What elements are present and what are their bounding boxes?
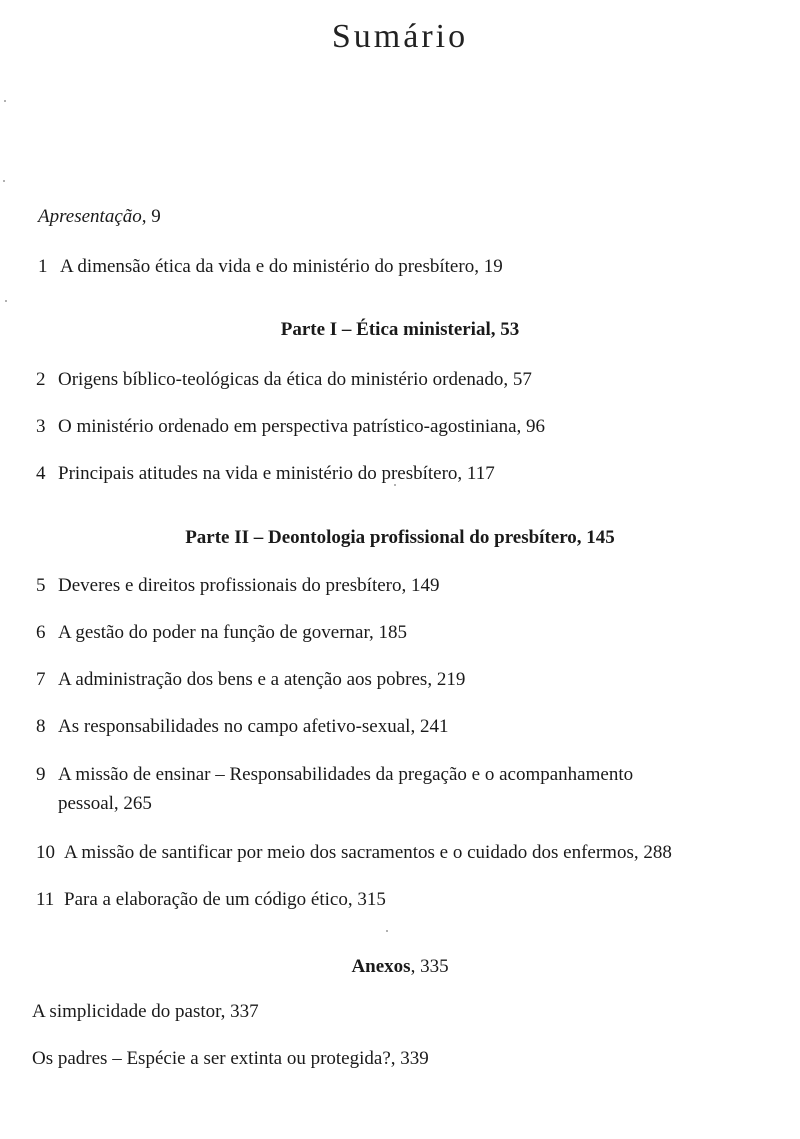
annexes-label: Anexos <box>351 956 411 977</box>
intro-page: 9 <box>151 206 161 227</box>
chapter-title: Principais atitudes na vida e ministério do presbítero, 117 <box>58 463 495 484</box>
toc-entry-chapter-9-continuation: pessoal, 265 <box>58 793 152 814</box>
chapter-number: 5 <box>36 575 46 596</box>
toc-entry-chapter-3 <box>36 416 545 438</box>
chapter-title: A gestão do poder na função de governar, 185 <box>58 622 408 643</box>
toc-entry-intro <box>38 206 161 228</box>
chapter-number: 4 <box>36 463 46 484</box>
toc-entry-chapter-8 <box>36 716 448 738</box>
chapter-title: O ministério ordenado em perspectiva patrístico-agostiniana, 96 <box>58 416 545 437</box>
part-1-heading: Parte I – Ética ministerial, 53 <box>280 319 520 340</box>
scan-speck <box>394 484 396 486</box>
scan-speck <box>4 100 6 102</box>
chapter-title: A administração dos bens e a atenção aos pobres, 219 <box>58 669 466 690</box>
toc-entry-chapter-6 <box>36 622 407 644</box>
toc-entry-chapter-1 <box>38 256 503 278</box>
chapter-number: 11 <box>36 889 55 910</box>
annexes-page: 335 <box>420 956 449 977</box>
intro-label: Apresentação <box>38 206 142 227</box>
chapter-title: Deveres e direitos profissionais do presbítero, 149 <box>58 575 440 596</box>
annexes-heading <box>0 956 800 978</box>
toc-entry-chapter-5 <box>36 575 440 597</box>
toc-entry-chapter-2 <box>36 369 532 391</box>
chapter-number: 3 <box>36 416 46 437</box>
chapter-title: Origens bíblico-teológicas da ética do ministério ordenado, 57 <box>58 369 532 390</box>
intro-separator: , <box>141 206 152 227</box>
toc-entry-chapter-11 <box>36 889 386 911</box>
part-2-heading: Parte II – Deontologia profissional do presbítero, 145 <box>185 527 615 548</box>
toc-entry-chapter-10 <box>36 842 672 864</box>
page-title: Sumário <box>331 18 469 55</box>
chapter-title: Para a elaboração de um código ético, 315 <box>64 889 386 910</box>
chapter-number: 10 <box>36 842 55 863</box>
chapter-number: 9 <box>36 764 46 785</box>
scan-speck <box>3 180 5 182</box>
scan-speck <box>5 300 7 302</box>
chapter-number: 1 <box>38 256 48 277</box>
toc-entry-chapter-4 <box>36 463 495 485</box>
scan-speck <box>386 930 388 932</box>
chapter-title: A missão de santificar por meio dos sacramentos e o cuidado dos enfermos, 288 <box>64 842 672 863</box>
toc-entry-chapter-9 <box>36 764 633 786</box>
chapter-title: As responsabilidades no campo afetivo-sexual, 241 <box>58 716 449 737</box>
annexes-separator: , <box>410 956 421 977</box>
chapter-number: 6 <box>36 622 46 643</box>
chapter-number: 7 <box>36 669 46 690</box>
annex-item: A simplicidade do pastor, 337 <box>32 1001 259 1022</box>
chapter-title: A dimensão ética da vida e do ministério do presbítero, 19 <box>60 256 503 277</box>
toc-entry-chapter-7 <box>36 669 465 691</box>
chapter-number: 8 <box>36 716 46 737</box>
annex-item: Os padres – Espécie a ser extinta ou protegida?, 339 <box>32 1048 429 1069</box>
chapter-number: 2 <box>36 369 46 390</box>
chapter-title: A missão de ensinar – Responsabilidades da pregação e o acompanhamento <box>58 764 634 785</box>
